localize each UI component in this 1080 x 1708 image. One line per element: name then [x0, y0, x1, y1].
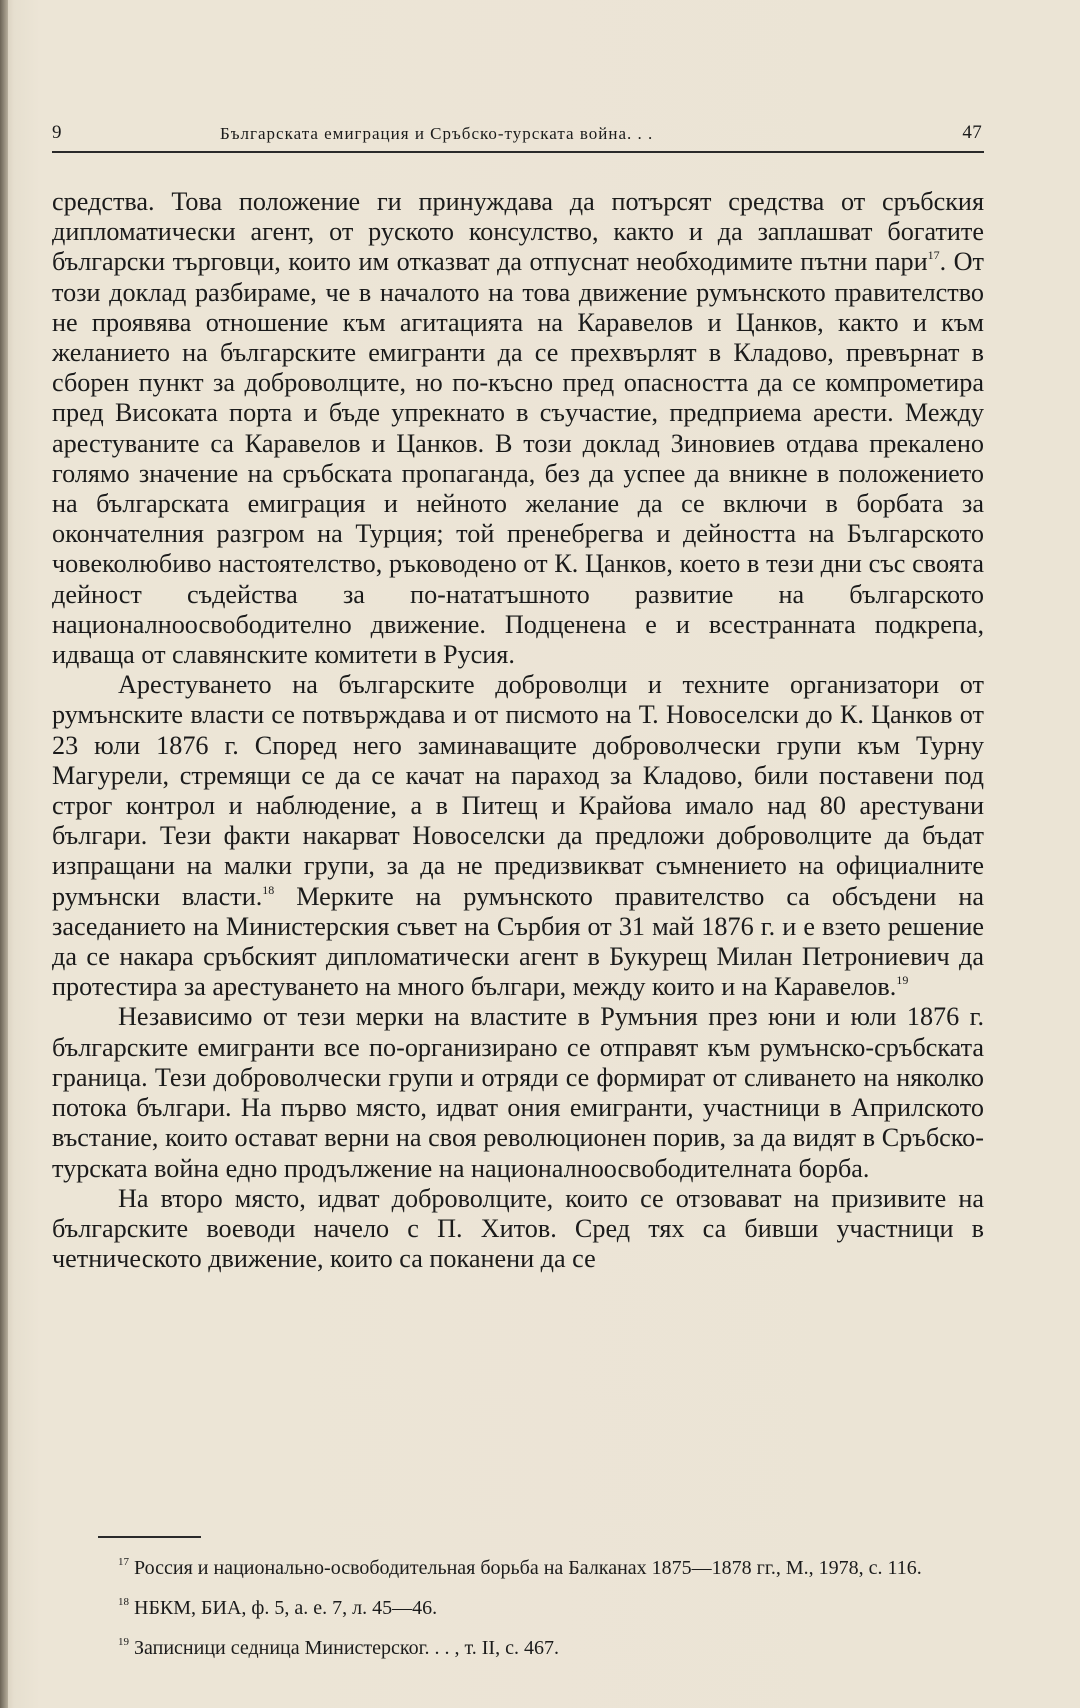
- page-number-right: 47: [962, 122, 982, 143]
- paragraph-text: На второ място, идват доброволците, които се отзовават на призивите на българските воеводи начело с П. Хитов. Сред тях са бивши участници в четническото движение, които са поканени да се: [52, 1183, 984, 1274]
- footnote-number: 17: [118, 1556, 129, 1568]
- page-spine-shadow: [0, 0, 8, 1708]
- footnote-number: 19: [118, 1636, 129, 1648]
- page-number-left: 9: [52, 122, 62, 143]
- running-title: Българската емиграция и Сръбско-турската война. . .: [220, 124, 654, 143]
- footnote-text: НБКМ, БИА, ф. 5, а. е. 7, л. 45—46.: [134, 1597, 438, 1619]
- footnote-number: 18: [118, 1596, 129, 1608]
- paragraph-text: Независимо от тези мерки на властите в Румъния през юни и юли 1876 г. българските емигранти все по-организирано се отправят към румънско-сръбската граница. Тези доброволчески групи и отряди се формират от сливането на няколко потока българи. На първо място, идват ония емигранти, участници в Априлското въстание, които остават верни на своя революционен порив, за да видят в Сръбско-турската война едно продължение на националноосвободителната борба.: [52, 1002, 984, 1183]
- paragraph-text: Мерките на румънското правителство са обсъдени на заседанието на Министерския съвет на Сърбия от 31 май 1876 г. и е взето решение да се накара сръбският дипломатически агент в Букурещ Милан Петрониевич да протестира за арестуването на много българи, между които и на Каравелов.: [52, 881, 984, 1002]
- paragraph: [52, 187, 984, 670]
- footnote-ref[interactable]: 17: [927, 248, 940, 263]
- paragraph-text: средства. Това положение ги принуждава да потърсят средства от сръбския дипломатически агент, от руското консулство, както и да заплашват богатите български търговци, които им отказват да отпуснат необходимите пътни пари: [52, 187, 984, 277]
- paragraph-text: . От този доклад разбираме, че в началото на това движение румънското правителство не проявява отношение към агитацията на Каравелов и Цанков, както и към желанието на българските емигранти да се прехвърлят в Кладово, превърнат в сборен пункт за доброволците, но по-късно пред опасността да се компрометира пред Високата порта и бъде упрекнато в съучастие, предприема арести. Между арестуваните са Каравелов и Цанков. В този доклад Зиновиев отдава прекалено голямо значение на сръбската пропаганда, без да успее да вникне в положението на българската емиграция и нейното желание да се включи в борбата за окончателния разгром на Турция; той пренебрегва и дейността на Българското човеколюбиво настоятелство, ръководено от К. Цанков, което в тези дни със своята дейност съдейства за по-нататъшното развитие на българското националноосвободително движение. Подценена е и всестранната подкрепа, идваща от славянските комитети в Русия.: [52, 247, 985, 670]
- footnote: [52, 1593, 984, 1623]
- paragraph: [52, 1184, 984, 1275]
- paragraph: [52, 1002, 984, 1183]
- running-header: [52, 122, 984, 152]
- header-rule: [52, 151, 984, 153]
- footnote: [52, 1553, 984, 1583]
- footnote-text: Записници седница Министерског. . . , т. II, с. 467.: [134, 1637, 559, 1659]
- footnote-ref[interactable]: 19: [896, 973, 909, 988]
- footnote-text: Россия и национально-освободительная борьба на Балканах 1875—1878 гг., М., 1978, с. 116.: [134, 1557, 922, 1579]
- paragraph: [52, 670, 984, 1002]
- paragraph-text: Арестуването на българските доброволци и техните организатори от румънските власти се потвърждава и от писмото на Т. Новоселски до К. Цанков от 23 юли 1876 г. Според него заминаващите доброволчески групи към Турну Магурели, стремящи се да се качат на параход за Кладово, били поставени под строг контрол и наблюдение, а в Питещ и Крайова имало над 80 арестувани българи. Тези факти накарват Новоселски да предложи доброволците да бъдат изпращани на малки групи, за да не предизвикват съмнението на официалните румънски власти.: [52, 670, 984, 911]
- footnote-ref[interactable]: 18: [262, 882, 275, 897]
- footnote-separator: [98, 1536, 201, 1538]
- footnotes: [52, 1553, 984, 1663]
- footnote: [52, 1633, 984, 1663]
- body-text: [52, 187, 984, 1274]
